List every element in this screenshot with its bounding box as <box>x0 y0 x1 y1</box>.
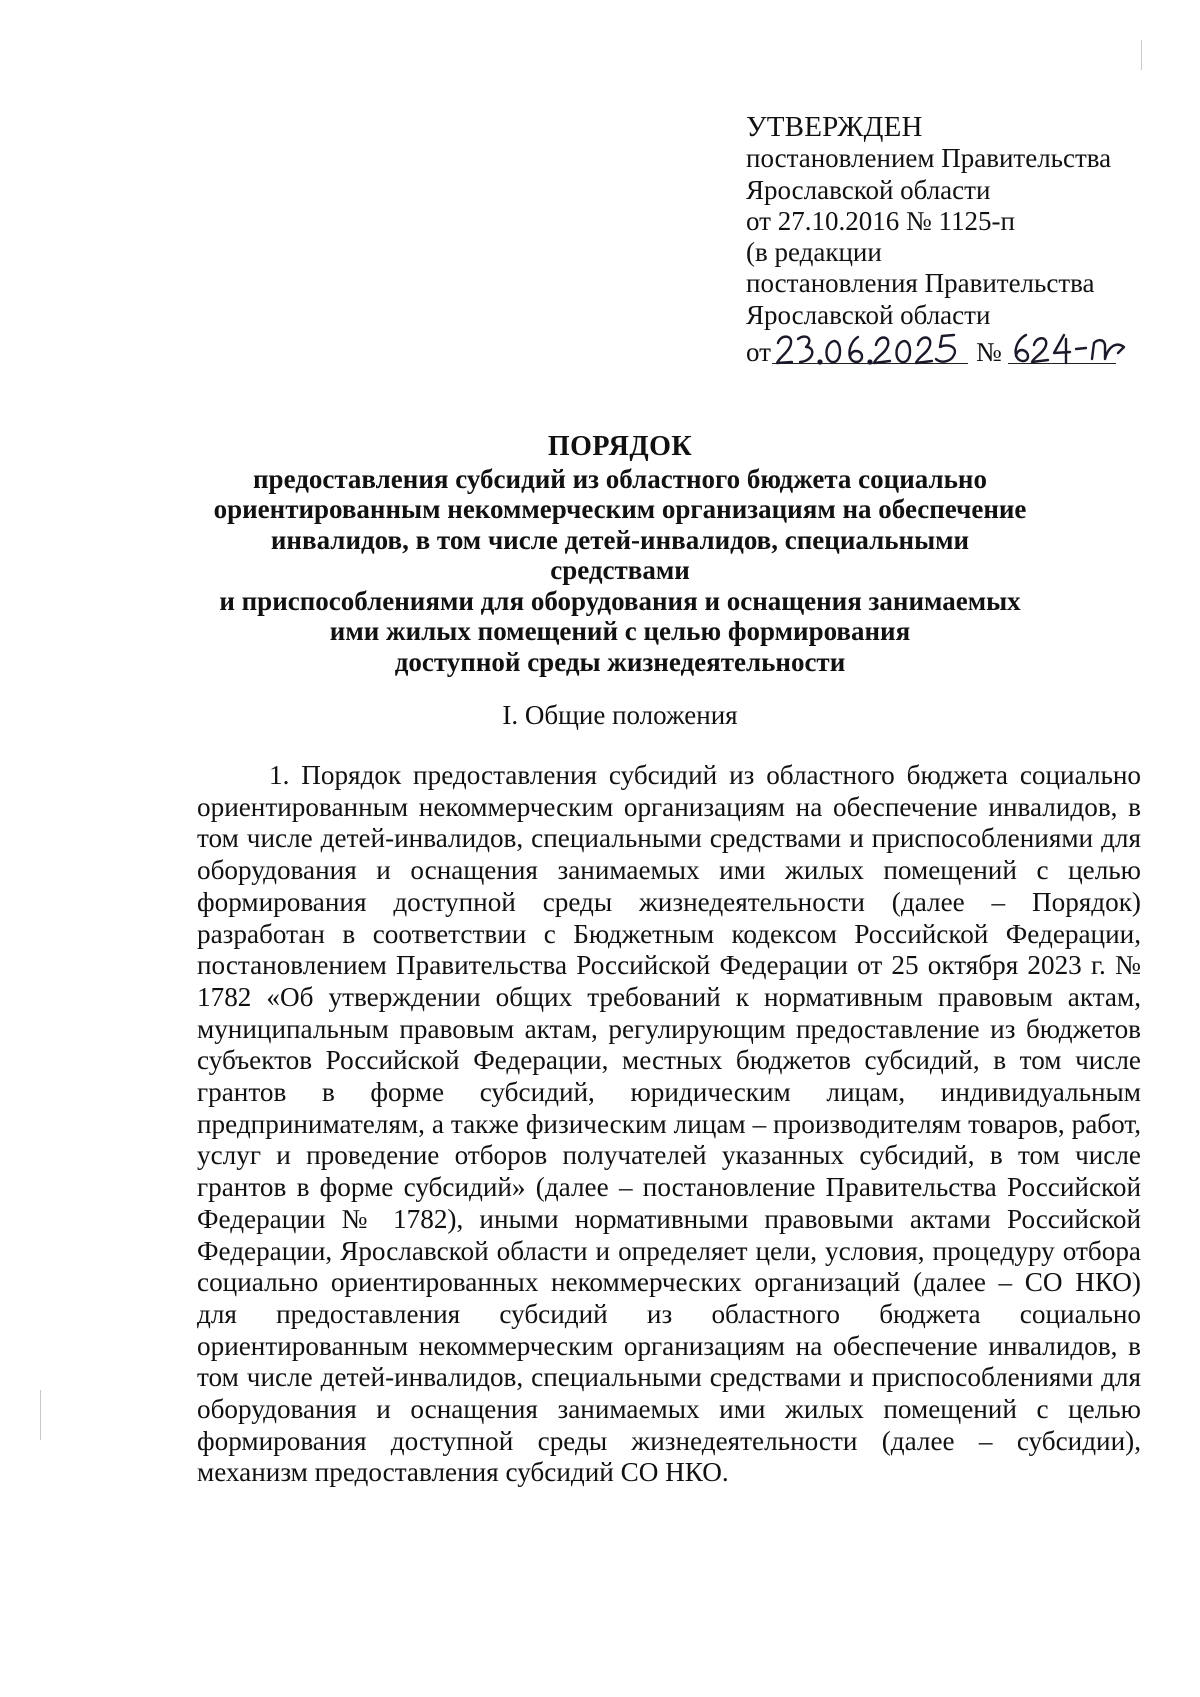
document-title: ПОРЯДОК <box>547 431 693 462</box>
approval-line: Ярославской области <box>746 299 991 330</box>
approval-line: (в редакции <box>746 237 882 268</box>
date-prefix: от <box>746 337 771 368</box>
scan-artifact-line <box>40 1390 41 1440</box>
title-subline: доступной среды жизнедеятельности <box>394 646 846 677</box>
title-subline: предоставления субсидий из областного бюджета социально <box>253 463 987 494</box>
number-sign: № <box>976 337 1002 368</box>
section-heading: I. Общие положения <box>502 700 738 730</box>
approval-line: постановления Правительства <box>746 268 1095 299</box>
scan-artifact-line <box>1141 40 1142 70</box>
title-subline: инвалидов, в том числе детей-инвалидов, специальными средствами <box>270 524 970 585</box>
approval-line: от 27.10.2016 № 1125-п <box>746 205 1015 236</box>
approval-heading: УТВЕРЖДЕН <box>746 111 923 143</box>
paragraph-1: 1. Порядок предоставления субсидий из областного бюджета социально ориентированным некоммерческим организациям на обеспечение инвалидов, в том числе детей-инвалидов, специальными средствами и приспособлениями для оборудования и оснащения занимаемых ими жилых помещений с целью формирования доступной среды жизнедеятельности (далее – Порядок) разработан в соответствии с Бюджетным кодексом Российской Федерации, постановлением Правительства Российской Федерации от 25 октября 2023 г. № 1782 «Об утверждении общих требований к нормативным правовым актам, муниципальным правовым актам, регулирующим предоставление из бюджетов субъектов Российской Федерации, местных бюджетов субсидий, в том числе грантов в форме субсидий, юридическим лицам, индивидуальным предпринимателям, а также физическим лицам – производителям товаров, работ, услуг и проведение отборов получателей указанных субсидий, в том числе грантов в форме субсидий» (далее – постановление Правительства Российской Федерации № 1782), иными нормативными правовыми актами Российской Федерации, Ярославской области и определяет цели, условия, процедуру отбора социально ориентированных некоммерческих организаций (далее – СО НКО) для предоставления субсидий из областного бюджета социально ориентированным некоммерческим организациям на обеспечение инвалидов, в том числе детей-инвалидов, специальными средствами и приспособлениями для оборудования и оснащения занимаемых ими жилых помещений с целью формирования доступной среды жизнедеятельности (далее – субсидии), механизм предоставления субсидий СО НКО. <box>197 760 1141 1488</box>
approval-line: постановлением Правительства <box>746 143 1112 174</box>
approval-stamp-block <box>746 112 1166 371</box>
title-subline: ими жилых помещений с целью формирования <box>329 616 911 646</box>
approval-line: Ярославской области <box>746 174 991 205</box>
title-subline: ориентированным некоммерческим организациям на обеспечение <box>213 494 1027 524</box>
document-title-block <box>200 432 1040 677</box>
amendment-date-number-line <box>746 331 1166 371</box>
handwritten-date-number <box>772 325 1132 371</box>
title-subline: и приспособлениями для оборудования и оснащения занимаемых <box>219 585 1021 616</box>
